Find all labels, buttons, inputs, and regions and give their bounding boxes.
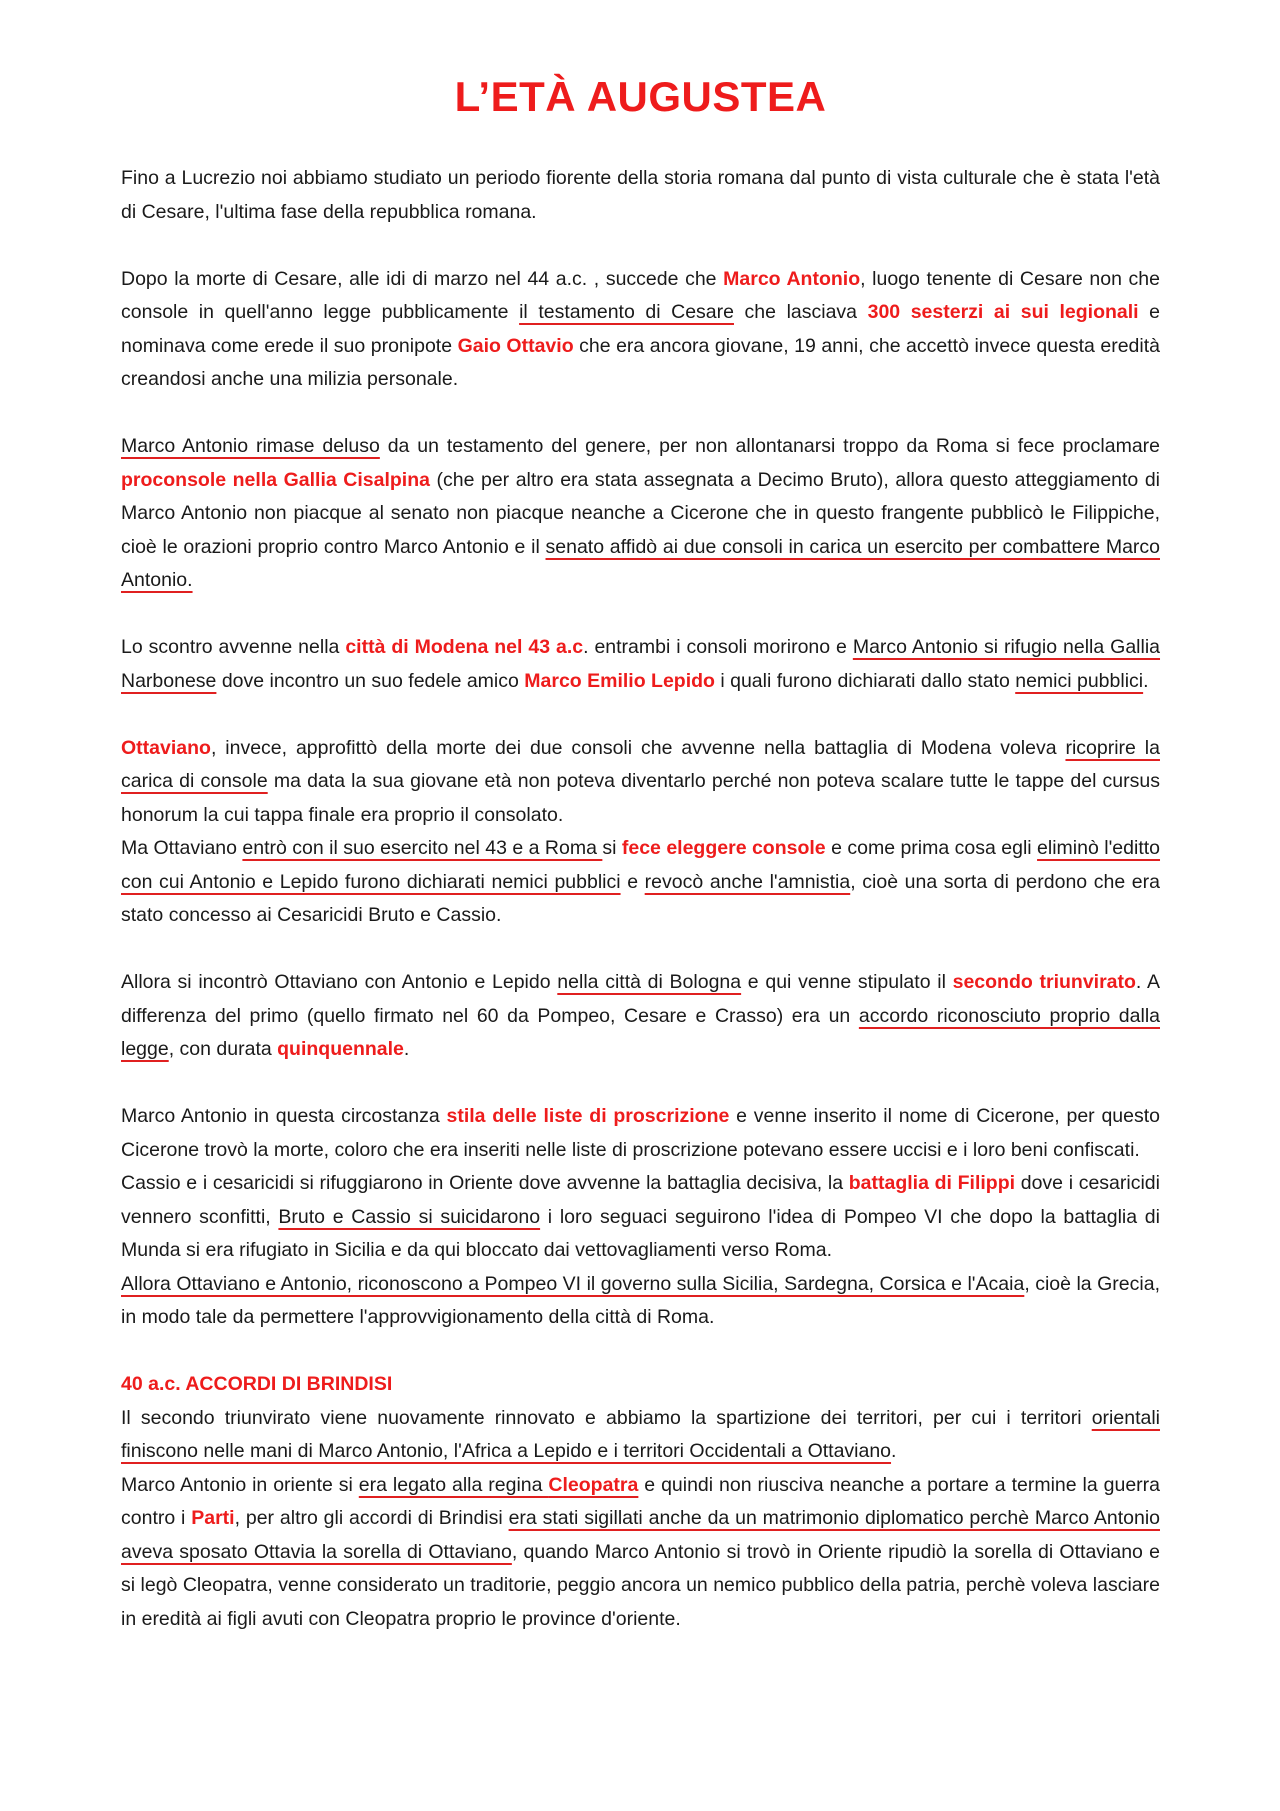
text: . entrambi i consoli morirono e bbox=[583, 636, 853, 658]
text: e qui venne stipulato il bbox=[741, 971, 953, 993]
highlight-text: 300 sesterzi ai sui legionali bbox=[867, 301, 1139, 323]
text: dove incontro un suo fedele amico bbox=[216, 669, 525, 692]
underlined-text: accordo riconosciuto proprio dalla legge bbox=[121, 1004, 1160, 1060]
paragraph-cleopatra bbox=[121, 1469, 1160, 1637]
text: , quando Marco Antonio si trovò in Oriente ripudiò la sorella di Ottaviano e si legò Cleopatra, venne considerato un traditorie, peggio ancora un nemico pubblico della patria, perchè voleva lasciare in eredità ai figli avuti con Cleopatra proprio le province d'oriente. bbox=[121, 1540, 1160, 1630]
highlight-text: Cleopatra bbox=[548, 1473, 639, 1496]
underlined-text: ricoprire la carica di console bbox=[121, 736, 1160, 792]
paragraph-proscrizione bbox=[121, 1100, 1160, 1167]
underlined-text: il testamento di Cesare bbox=[519, 301, 734, 323]
page-title: L’ETÀ AUGUSTEA bbox=[454, 73, 827, 120]
text: e quindi non riusciva neanche a portare a termine la guerra contro i bbox=[121, 1473, 1161, 1529]
highlight-text: Ottaviano bbox=[121, 736, 211, 759]
text: ma data la sua giovane età non poteva diventarlo perché non poteva scalare tutte le tappe del cursus honorum la cui tappa finale era proprio il consolato. bbox=[121, 770, 1160, 826]
text: , con durata bbox=[168, 1038, 278, 1060]
section-heading: 40 a.c. ACCORDI DI BRINDISI bbox=[121, 1373, 393, 1395]
paragraph-ottaviano bbox=[121, 732, 1160, 833]
text: i quali furono dichiarati dallo stato bbox=[714, 669, 1016, 692]
text: che lasciava bbox=[733, 301, 868, 323]
text: . bbox=[1143, 669, 1149, 692]
paragraph-filippi bbox=[121, 1167, 1160, 1268]
highlight-text: secondo triunvirato bbox=[952, 971, 1136, 993]
text: . A differenza del primo (quello firmato nel 60 da Pompeo, Cesare e Crasso) era un bbox=[121, 971, 1160, 1027]
text: , cioè una sorta di perdono che era stato concesso ai Cesaricidi Bruto e Cassio. bbox=[121, 870, 1160, 926]
text: che era ancora giovane, 19 anni, che accettò invece questa eredità creandosi anche una milizia personale. bbox=[121, 334, 1160, 390]
underlined-text: Allora Ottaviano e Antonio, riconoscono a Pompeo VI il governo sulla Sicilia, Sardegna, Corsica e l'Acaia bbox=[121, 1272, 1025, 1295]
underlined-text: orientali finiscono nelle mani di Marco Antonio, l'Africa a Lepido e i territori Occidentali a Ottaviano bbox=[121, 1406, 1160, 1462]
underlined-text: Bruto e Cassio si suicidarono bbox=[278, 1205, 541, 1228]
paragraph-console bbox=[121, 832, 1160, 933]
text: Ma Ottaviano bbox=[121, 837, 243, 859]
text: i loro seguaci seguirono l'idea di Pompeo VI che dopo la battaglia di Munda si era rifugiato in Sicilia e da qui bloccato dai vettovagliamenti verso Roma. bbox=[121, 1205, 1160, 1261]
text: da un testamento del genere, per non allontanarsi troppo da Roma si fece proclamare bbox=[379, 435, 1161, 457]
underlined-text: eliminò l'editto con cui Antonio e Lepido furono dichiarati nemici pubblici bbox=[121, 837, 1161, 893]
text: . bbox=[403, 1038, 410, 1060]
highlight-text: quinquennale bbox=[277, 1038, 404, 1060]
text: Allora si incontrò Ottaviano con Antonio e Lepido bbox=[121, 971, 558, 993]
highlight-text: stila delle liste di proscrizione bbox=[446, 1105, 730, 1127]
text: , luogo tenente di Cesare non che console in quell'anno legge pubblicamente bbox=[121, 267, 1160, 323]
text: (che per altro era stata assegnata a Decimo Bruto), allora questo atteggiamento di Marco Antonio non piacque al senato non piacque neanche a Cicerone che in questo frangente pubblicò le Filippiche, cioè le orazioni proprio contro Marco Antonio e il bbox=[121, 468, 1160, 558]
text: , cioè la Grecia, in modo tale da permettere l'approvvigionamento della città di Roma. bbox=[121, 1272, 1160, 1328]
paragraph-spartizione bbox=[121, 1402, 1160, 1469]
text: , invece, approfittò della morte dei due consoli che avvenne nella battaglia di Modena voleva bbox=[210, 736, 1066, 759]
text: dove i cesaricidi vennero sconfitti, bbox=[121, 1172, 1160, 1228]
highlight-text: città di Modena nel 43 a.c bbox=[345, 636, 584, 658]
paragraph-modena bbox=[121, 631, 1160, 698]
highlight-text: Parti bbox=[191, 1507, 235, 1529]
underlined-text: Marco Antonio si rifugio nella Gallia Narbonese bbox=[121, 636, 1161, 692]
text: Marco Antonio in oriente si bbox=[121, 1473, 359, 1496]
highlight-text: Marco Emilio Lepido bbox=[524, 669, 715, 692]
underlined-text: revocò anche l'amnistia bbox=[644, 870, 851, 893]
paragraph-testamento bbox=[121, 263, 1160, 397]
highlight-text: fece eleggere console bbox=[621, 837, 826, 859]
text: Il secondo triunvirato viene nuovamente rinnovato e abbiamo la spartizione dei territori, per cui i territori bbox=[121, 1406, 1092, 1429]
underlined-text: nemici pubblici bbox=[1015, 669, 1144, 692]
paragraph-intro bbox=[121, 162, 1160, 229]
text: Lo scontro avvenne nella bbox=[121, 636, 346, 658]
underlined-text: Marco Antonio rimase deluso bbox=[121, 435, 380, 457]
text: Dopo la morte di Cesare, alle idi di marzo nel 44 a.c. , succede che bbox=[121, 267, 724, 290]
paragraph-deluso bbox=[121, 430, 1160, 598]
text: . bbox=[891, 1440, 897, 1462]
highlight-text: Gaio Ottavio bbox=[457, 334, 574, 357]
text: Marco Antonio in questa circostanza bbox=[121, 1105, 447, 1127]
text: Fino a Lucrezio noi abbiamo studiato un periodo fiorente della storia romana dal punto di vista culturale che è stata l'età di Cesare, l'ultima fase della repubblica romana. bbox=[121, 167, 1160, 223]
text: , per altro gli accordi di Brindisi bbox=[234, 1507, 509, 1529]
paragraph-pompeo bbox=[121, 1268, 1160, 1335]
highlight-text: Marco Antonio bbox=[723, 267, 861, 290]
paragraph-triunvirato bbox=[121, 966, 1160, 1067]
underlined-text: era stati sigillati anche da un matrimonio diplomatico perchè Marco Antonio aveva sposato Ottavia la sorella di Ottaviano bbox=[121, 1507, 1160, 1563]
underlined-text: nella città di Bologna bbox=[557, 971, 742, 993]
underlined-text: entrò con il suo esercito nel 43 e a Roma bbox=[242, 837, 603, 859]
text: e venne inserito il nome di Cicerone, per questo Cicerone trovò la morte, coloro che era inseriti nelle liste di proscrizione potevano essere uccisi e i loro beni confiscati. bbox=[121, 1105, 1160, 1161]
highlight-text: proconsole nella Gallia Cisalpina bbox=[121, 468, 430, 491]
text: e come prima cosa egli bbox=[825, 837, 1038, 859]
underlined-text: senato affidò ai due consoli in carica un esercito per combattere Marco Antonio. bbox=[121, 535, 1160, 591]
text: e nominava come erede il suo pronipote bbox=[121, 301, 1160, 357]
text: si bbox=[602, 837, 622, 859]
text: Cassio e i cesaricidi si rifuggiarono in Oriente dove avvenne la battaglia decisiva, la bbox=[121, 1172, 849, 1194]
underlined-text: era legato alla regina bbox=[358, 1473, 549, 1496]
text: e bbox=[620, 870, 645, 893]
highlight-text: battaglia di Filippi bbox=[848, 1172, 1016, 1194]
